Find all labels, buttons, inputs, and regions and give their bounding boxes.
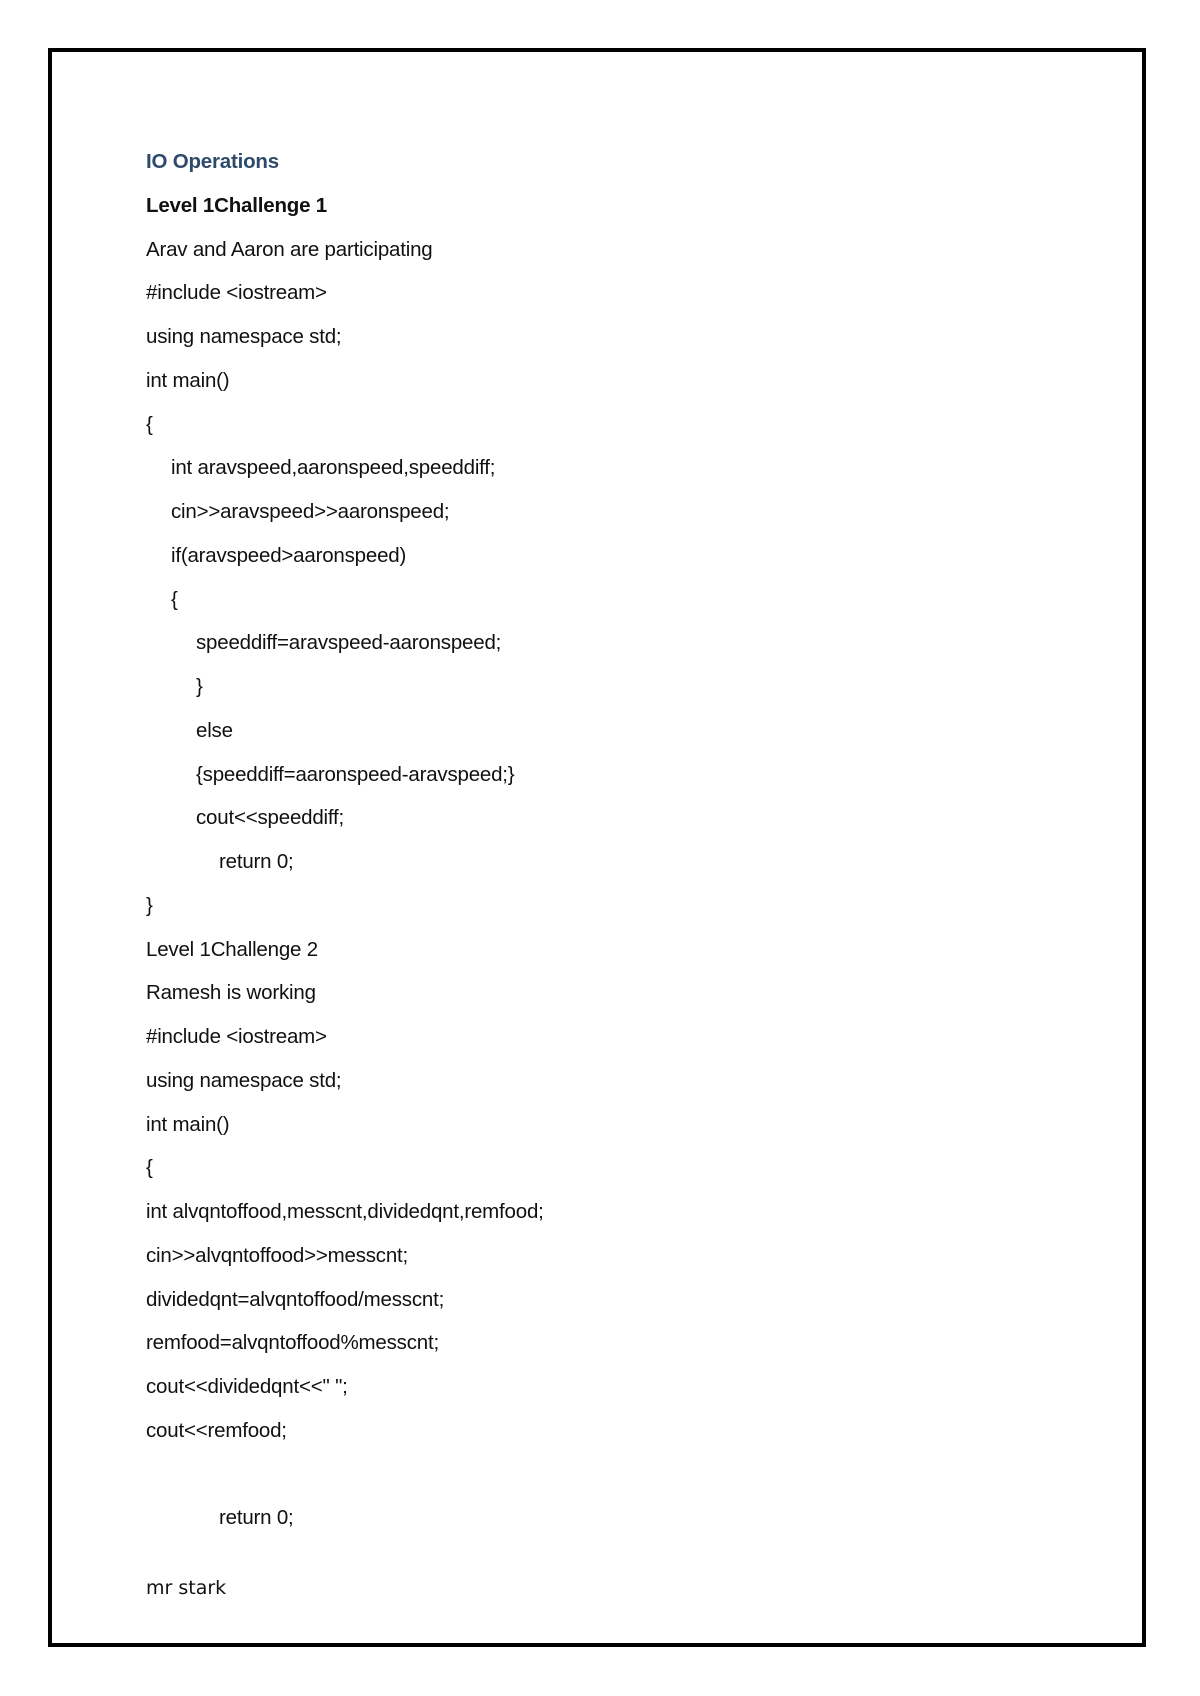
- code-line: dividedqnt=alvqntoffood/messcnt;: [146, 1287, 445, 1311]
- code-line: if(aravspeed>aaronspeed): [171, 543, 407, 567]
- code-line: return 0;: [219, 1506, 294, 1530]
- challenge-2-heading: Level 1Challenge 2: [146, 937, 318, 961]
- code-line: int main(): [146, 1112, 230, 1136]
- challenge-1-description: Arav and Aaron are participating: [146, 237, 433, 261]
- code-line: cin>>aravspeed>>aaronspeed;: [171, 500, 450, 523]
- challenge-1-heading: Level 1Challenge 1: [146, 193, 327, 217]
- code-line: {speeddiff=aaronspeed-aravspeed;}: [196, 762, 515, 786]
- document-title: IO Operations: [146, 150, 279, 173]
- blank-line: [146, 1453, 1046, 1497]
- challenge-2-code: [146, 1015, 1046, 1540]
- code-line: {: [146, 412, 153, 436]
- code-line: int aravspeed,aaronspeed,speeddiff;: [171, 456, 496, 480]
- code-line: #include <iostream>: [146, 1025, 327, 1048]
- code-line: using namespace std;: [146, 325, 342, 348]
- code-line: }: [146, 893, 153, 917]
- code-line: else: [196, 718, 233, 742]
- signature: mr stark: [146, 1577, 227, 1599]
- code-line: using namespace std;: [146, 1068, 342, 1092]
- code-line: cout<<speeddiff;: [196, 806, 345, 830]
- challenge-1-code: [146, 271, 1046, 927]
- code-line: cin>>alvqntoffood>>messcnt;: [146, 1243, 409, 1267]
- code-line: speeddiff=aravspeed-aaronspeed;: [196, 631, 502, 655]
- code-line: int main(): [146, 368, 230, 392]
- document-body: [146, 140, 1046, 1540]
- code-line: remfood=alvqntoffood%messcnt;: [146, 1331, 439, 1355]
- code-line: }: [196, 675, 203, 698]
- code-line: cout<<remfood;: [146, 1418, 287, 1442]
- code-line: {: [171, 587, 178, 611]
- code-line: int alvqntoffood,messcnt,dividedqnt,remfood;: [146, 1200, 544, 1223]
- code-line: #include <iostream>: [146, 281, 327, 305]
- code-line: cout<<dividedqnt<<" ";: [146, 1375, 348, 1398]
- code-line: return 0;: [219, 850, 294, 873]
- challenge-2-description: Ramesh is working: [146, 981, 316, 1005]
- code-line: {: [146, 1156, 153, 1180]
